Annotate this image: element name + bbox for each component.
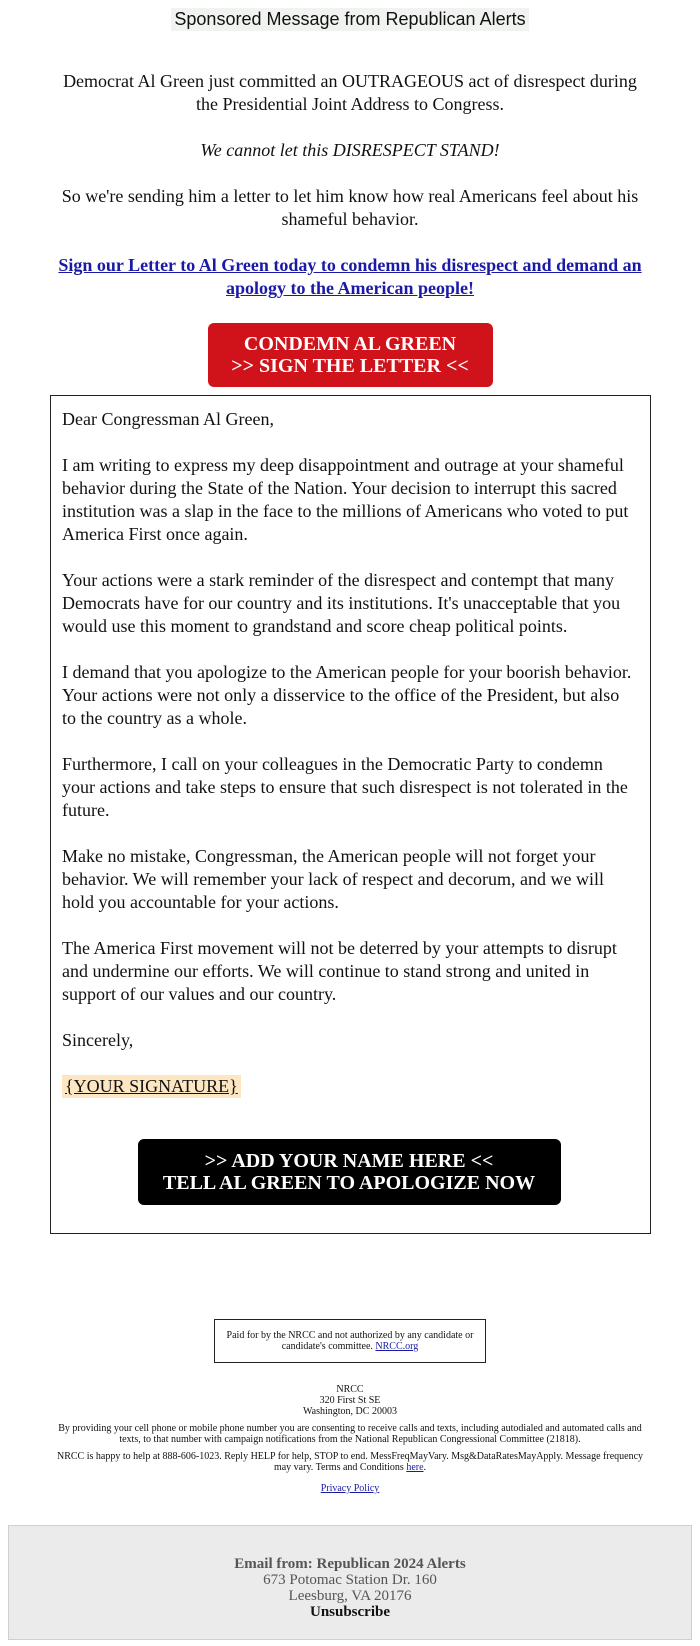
sender-address-line-2: Leesburg, VA 20176 — [288, 1588, 412, 1604]
intro-paragraph-2: We cannot let this DISRESPECT STAND! — [200, 140, 500, 160]
unsubscribe-link[interactable]: Unsubscribe — [309, 1604, 391, 1620]
letter-paragraph: I demand that you apologize to the American people for your boorish behavior. Your actions were not only a disservice to the office of the President, but also to the country as a whole. — [62, 662, 632, 728]
sign-letter-link[interactable]: Sign our Letter to Al Green today to condemn his disrespect and demand an apology to the American people! — [58, 255, 642, 298]
footer-help-end: . — [423, 1462, 427, 1473]
letter-paragraph: Make no mistake, Congressman, the American people will not forget your behavior. We will remember your lack of respect and decorum, and we will hold you accountable for your actions. — [62, 846, 605, 912]
condemn-sign-letter-button[interactable] — [208, 323, 493, 387]
letter-box — [50, 395, 651, 1234]
sponsor-label: Sponsored Message from Republican Alerts — [171, 8, 528, 31]
sponsor-header — [0, 0, 700, 44]
letter-paragraph: Furthermore, I call on your colleagues in the Democratic Party to condemn your actions and take steps to ensure that such disrespect is not tolerated in the future. — [62, 754, 628, 820]
terms-link[interactable]: here — [406, 1462, 424, 1473]
footer-legal — [48, 1384, 652, 1500]
privacy-policy-link[interactable]: Privacy Policy — [320, 1483, 380, 1494]
footer-street: 320 First St SE — [319, 1395, 381, 1406]
paid-for-disclaimer — [214, 1319, 486, 1363]
footer-help-text: NRCC is happy to help at 888-606-1023. Reply HELP for help, STOP to end. MessFreqMayVary. Msg&DataRatesMayApply. Message frequency may vary. Terms and Conditions — [56, 1451, 644, 1473]
letter-salutation: Dear Congressman Al Green, — [62, 409, 274, 429]
letter-paragraph: I am writing to express my deep disappointment and outrage at your shameful behavior during the State of the Nation. Your decision to interrupt this sacred institution was a slap in the face to the millions of Americans who voted to put America First once again. — [62, 455, 629, 544]
intro-paragraph-3: So we're sending him a letter to let him know how real Americans feel about his shameful behavior. — [61, 186, 639, 229]
footer-consent: By providing your cell phone or mobile phone number you are consenting to receive calls and texts, including autodialed and automated calls and texts, to that number with campaign notifications from the National Republican Congressional Committee (21818). — [58, 1423, 642, 1445]
black-button-line-2: TELL AL GREEN TO APOLOGIZE NOW — [162, 1172, 536, 1194]
footer-city: Washington, DC 20003 — [303, 1406, 397, 1417]
nrcc-link[interactable]: NRCC.org — [375, 1341, 419, 1352]
signature-placeholder[interactable]: {YOUR SIGNATURE} — [62, 1075, 241, 1098]
add-name-button[interactable] — [138, 1139, 561, 1205]
sender-address-line-1: 673 Potomac Station Dr. 160 — [263, 1572, 437, 1588]
letter-paragraph: Your actions were a stark reminder of the disrespect and contempt that many Democrats have for our country and its institutions. It's unacceptable that you would use this moment to grandstand and score cheap political points. — [62, 570, 621, 636]
intro-paragraph-1: Democrat Al Green just committed an OUTRAGEOUS act of disrespect during the Presidential Joint Address to Congress. — [63, 71, 637, 114]
red-button-line-2: >> SIGN THE LETTER << — [231, 355, 469, 377]
letter-closing: Sincerely, — [62, 1030, 134, 1050]
black-button-line-1: >> ADD YOUR NAME HERE << — [204, 1150, 494, 1172]
intro-section — [50, 70, 650, 300]
email-sender-box — [8, 1525, 692, 1640]
letter-paragraph: The America First movement will not be deterred by your attempts to disrupt and undermine our efforts. We will continue to stand strong and united in support of our values and our country. — [62, 938, 617, 1004]
email-from: Email from: Republican 2024 Alerts — [234, 1556, 466, 1572]
red-button-line-1: CONDEMN AL GREEN — [243, 333, 457, 355]
footer-org: NRCC — [336, 1384, 364, 1395]
paid-for-text: Paid for by the NRCC and not authorized by any candidate or candidate's committee. — [226, 1330, 474, 1352]
